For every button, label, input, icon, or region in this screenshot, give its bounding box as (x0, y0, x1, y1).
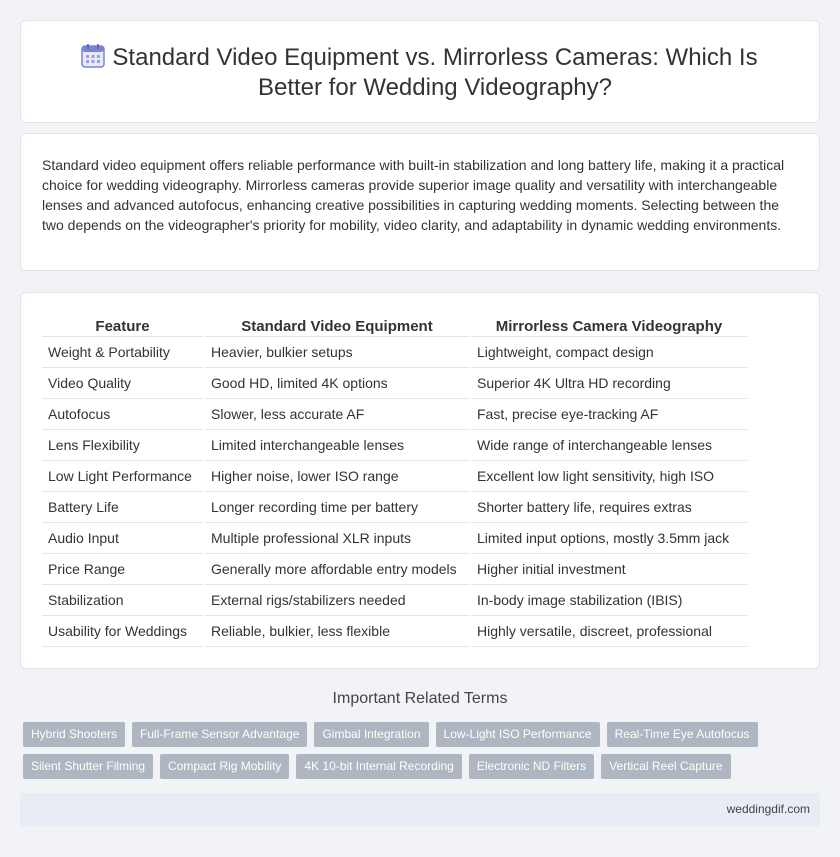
related-term-tag[interactable]: Low-Light ISO Performance (436, 722, 600, 747)
cell-feature: Stabilization (42, 585, 203, 616)
cell-feature: Battery Life (42, 492, 203, 523)
table-row (42, 523, 747, 554)
table-row (42, 399, 747, 430)
comparison-table (42, 316, 747, 647)
cell-feature: Weight & Portability (42, 337, 203, 368)
title-card (20, 20, 820, 123)
table-row (42, 554, 747, 585)
footer-site[interactable]: weddingdif.com (726, 802, 810, 816)
table-row (42, 585, 747, 616)
cell-mirrorless: Excellent low light sensitivity, high ISO (471, 461, 747, 492)
related-term-tag[interactable]: Full-Frame Sensor Advantage (132, 722, 307, 747)
table-row (42, 616, 747, 647)
tag-row (23, 754, 813, 779)
cell-mirrorless: Wide range of interchangeable lenses (471, 430, 747, 461)
cell-mirrorless: Superior 4K Ultra HD recording (471, 368, 747, 399)
cell-feature: Low Light Performance (42, 461, 203, 492)
cell-standard: Generally more affordable entry models (205, 554, 469, 585)
header-feature: Feature (42, 316, 203, 337)
cell-mirrorless: Fast, precise eye-tracking AF (471, 399, 747, 430)
intro-paragraph: Standard video equipment offers reliable performance with built-in stabilization and long battery life, making it a practical choice for wedding videography. Mirrorless cameras provide superior image quality and versatility with interchangeable lenses and advanced autofocus, enhancing creative possibilities in capturing wedding moments. Selecting between the two depends on the videographer's priority for mobility, video clarity, and adaptability in dynamic wedding environments. (42, 157, 785, 233)
table-row (42, 368, 747, 399)
page-title: Standard Video Equipment vs. Mirrorless Cameras: Which Is Better for Wedding Videography? (112, 44, 758, 101)
cell-standard: Multiple professional XLR inputs (205, 523, 469, 554)
table-row (42, 492, 747, 523)
cell-feature: Usability for Weddings (42, 616, 203, 647)
related-terms-tags (23, 722, 813, 786)
related-term-tag[interactable]: 4K 10-bit Internal Recording (296, 754, 461, 779)
cell-mirrorless: In-body image stabilization (IBIS) (471, 585, 747, 616)
cell-mirrorless: Limited input options, mostly 3.5mm jack (471, 523, 747, 554)
cell-mirrorless: Higher initial investment (471, 554, 747, 585)
related-term-tag[interactable]: Gimbal Integration (314, 722, 428, 747)
table-row (42, 430, 747, 461)
footer (20, 793, 820, 826)
cell-feature: Autofocus (42, 399, 203, 430)
tag-row (23, 722, 813, 747)
cell-standard: Slower, less accurate AF (205, 399, 469, 430)
cell-mirrorless: Lightweight, compact design (471, 337, 747, 368)
related-term-tag[interactable]: Real-Time Eye Autofocus (607, 722, 758, 747)
table-header-row (42, 316, 747, 337)
cell-standard: Limited interchangeable lenses (205, 430, 469, 461)
cell-feature: Video Quality (42, 368, 203, 399)
related-term-tag[interactable]: Vertical Reel Capture (601, 754, 730, 779)
cell-feature: Price Range (42, 554, 203, 585)
cell-standard: Reliable, bulkier, less flexible (205, 616, 469, 647)
cell-feature: Lens Flexibility (42, 430, 203, 461)
cell-feature: Audio Input (42, 523, 203, 554)
table-row (42, 337, 747, 368)
header-standard: Standard Video Equipment (205, 316, 469, 337)
cell-standard: Heavier, bulkier setups (205, 337, 469, 368)
cell-standard: Higher noise, lower ISO range (205, 461, 469, 492)
cell-mirrorless: Highly versatile, discreet, professional (471, 616, 747, 647)
intro-card (20, 133, 820, 271)
header-mirrorless: Mirrorless Camera Videography (471, 316, 747, 337)
related-term-tag[interactable]: Hybrid Shooters (23, 722, 125, 747)
related-terms-title: Important Related Terms (332, 690, 508, 707)
related-term-tag[interactable]: Electronic ND Filters (469, 754, 594, 779)
related-term-tag[interactable]: Silent Shutter Filming (23, 754, 153, 779)
comparison-card (20, 292, 820, 669)
cell-standard: Longer recording time per battery (205, 492, 469, 523)
cell-mirrorless: Shorter battery life, requires extras (471, 492, 747, 523)
cell-standard: External rigs/stabilizers needed (205, 585, 469, 616)
table-row (42, 461, 747, 492)
related-term-tag[interactable]: Compact Rig Mobility (160, 754, 289, 779)
cell-standard: Good HD, limited 4K options (205, 368, 469, 399)
